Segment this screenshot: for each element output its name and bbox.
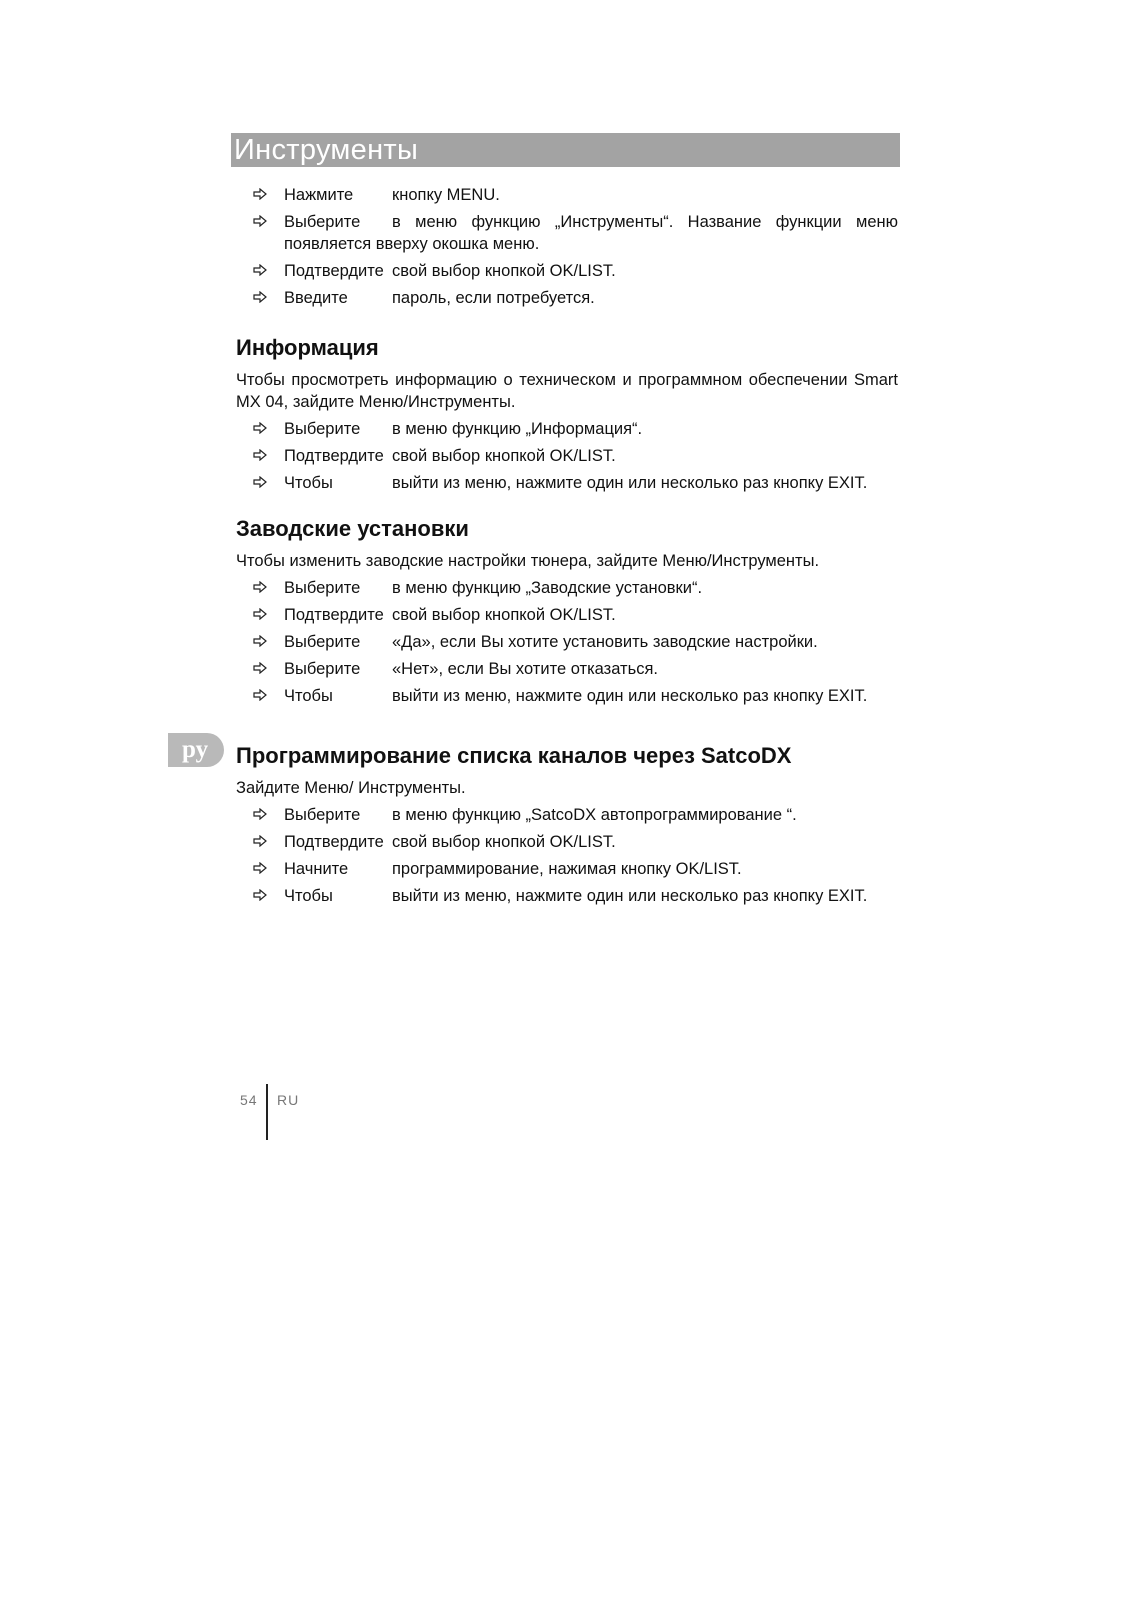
step-text: свой выбор кнопкой OK/LIST. [392, 606, 616, 624]
hollow-right-arrow-icon [253, 418, 267, 440]
step-text: свой выбор кнопкой OK/LIST. [392, 833, 616, 851]
list-item [236, 211, 898, 255]
list-item [236, 858, 898, 880]
step-text: в меню функцию „Инструменты“. Название функции меню появляется вверху окошка меню. [284, 213, 898, 253]
list-item [236, 445, 898, 467]
step-lead: Выберите [284, 660, 361, 678]
hollow-right-arrow-icon [253, 885, 267, 907]
step-text: кнопку MENU. [392, 186, 500, 204]
hollow-right-arrow-icon [253, 831, 267, 853]
list-item [236, 260, 898, 282]
language-side-tab [168, 733, 224, 767]
hollow-right-arrow-icon [253, 472, 267, 494]
step-lead: Выберите [284, 633, 361, 651]
page-number: 54 [240, 1092, 258, 1108]
step-lead: Чтобы [284, 887, 333, 905]
intro-steps [236, 184, 898, 309]
step-lead: Подтвердите [284, 606, 384, 624]
list-item [236, 658, 898, 680]
footer-divider [266, 1084, 268, 1140]
footer-language: RU [277, 1092, 300, 1108]
section-title: Заводские установки [236, 516, 469, 541]
step-text: пароль, если потребуется. [392, 289, 595, 307]
list-item [236, 604, 898, 626]
step-text: свой выбор кнопкой OK/LIST. [392, 447, 616, 465]
section-intro: Чтобы изменить заводские настройки тюнера, зайдите Меню/Инструменты. [236, 552, 820, 570]
list-item [236, 418, 898, 440]
language-side-tab-label: ру [182, 736, 209, 763]
hollow-right-arrow-icon [253, 211, 267, 233]
section-satcodx-programming [236, 741, 898, 907]
hollow-right-arrow-icon [253, 604, 267, 626]
step-text: выйти из меню, нажмите один или несколько раз кнопку EXIT. [392, 687, 868, 705]
step-lead: Выберите [284, 579, 361, 597]
list-item [236, 885, 898, 907]
step-text: свой выбор кнопкой OK/LIST. [392, 262, 616, 280]
step-text: выйти из меню, нажмите один или несколько раз кнопку EXIT. [392, 887, 868, 905]
section-intro: Чтобы просмотреть информацию о техническом и программном обеспечении Smart MX 04, зайдите Меню/Инструменты. [236, 371, 898, 411]
section-information [236, 333, 898, 494]
list-item [236, 577, 898, 599]
hollow-right-arrow-icon [253, 577, 267, 599]
step-lead: Начните [284, 860, 349, 878]
step-text: «Нет», если Вы хотите отказаться. [392, 660, 658, 678]
section-factory-settings [236, 514, 898, 707]
hollow-right-arrow-icon [253, 184, 267, 206]
step-text: в меню функцию „Заводские установки“. [392, 579, 703, 597]
hollow-right-arrow-icon [253, 260, 267, 282]
list-item [236, 804, 898, 826]
page-title: Инструменты [234, 134, 419, 166]
list-item [236, 631, 898, 653]
step-text: «Да», если Вы хотите установить заводские настройки. [392, 633, 818, 651]
list-item [236, 685, 898, 707]
step-text: программирование, нажимая кнопку OK/LIST. [392, 860, 742, 878]
step-lead: Чтобы [284, 687, 333, 705]
step-text: выйти из меню, нажмите один или несколько раз кнопку EXIT. [392, 474, 868, 492]
hollow-right-arrow-icon [253, 685, 267, 707]
list-item [236, 472, 898, 494]
section-title: Программирование списка каналов через SatcoDX [236, 743, 792, 768]
page-title-bar [231, 133, 900, 167]
list-item [236, 184, 898, 206]
step-lead: Чтобы [284, 474, 333, 492]
step-lead: Подтвердите [284, 447, 384, 465]
step-lead: Нажмите [284, 186, 354, 204]
section-intro: Зайдите Меню/ Инструменты. [236, 779, 466, 797]
hollow-right-arrow-icon [253, 658, 267, 680]
step-text: в меню функцию „Информация“. [392, 420, 643, 438]
step-lead: Введите [284, 289, 348, 307]
hollow-right-arrow-icon [253, 445, 267, 467]
list-item [236, 287, 898, 309]
hollow-right-arrow-icon [253, 631, 267, 653]
step-lead: Выберите [284, 213, 361, 231]
list-item [236, 831, 898, 853]
hollow-right-arrow-icon [253, 858, 267, 880]
section-title: Информация [236, 335, 379, 360]
step-text: в меню функцию „SatcoDX автопрограммирование “. [392, 806, 797, 824]
page-content [236, 184, 898, 912]
step-lead: Подтвердите [284, 833, 384, 851]
hollow-right-arrow-icon [253, 804, 267, 826]
step-lead: Подтвердите [284, 262, 384, 280]
hollow-right-arrow-icon [253, 287, 267, 309]
step-lead: Выберите [284, 420, 361, 438]
step-lead: Выберите [284, 806, 361, 824]
